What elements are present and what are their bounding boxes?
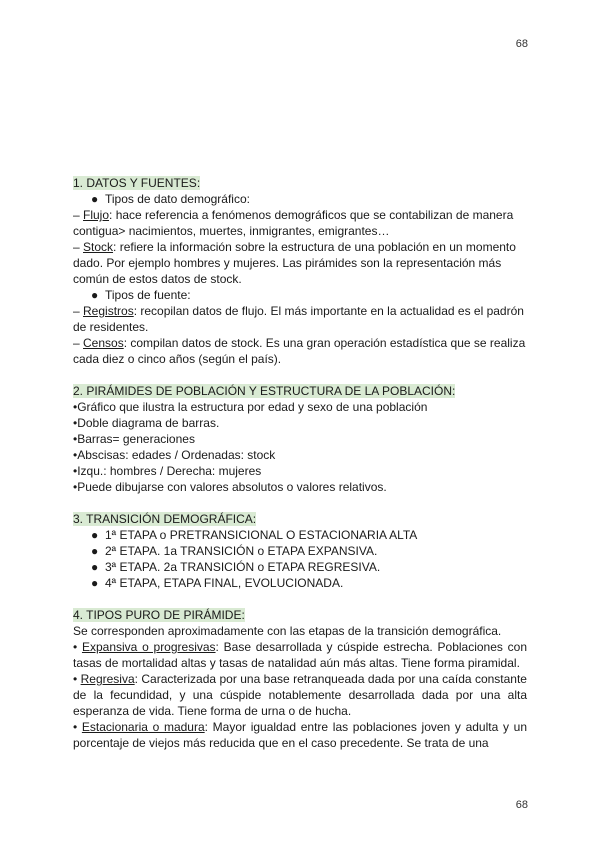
paragraph-flujo [73, 207, 527, 239]
section-transicion [73, 511, 527, 591]
list-line: •Puede dibujarse con valores absolutos o valores relativos. [73, 480, 387, 494]
document-body [73, 175, 527, 767]
term-flujo: Flujo [83, 208, 110, 222]
definition-text: : compilan datos de stock. Es una gran operación estadística que se realiza cada diez o cinco años (según el país). [73, 336, 526, 366]
list-line: •Doble diagrama de barras. [73, 416, 220, 430]
page-number-bottom: 68 [515, 799, 528, 811]
definition-text: : hace referencia a fenómenos demográficos que se contabilizan de manera contigua> nacimientos, muertes, inmigrantes, emigrantes… [73, 208, 514, 238]
bullet-dot-icon: ● [91, 528, 99, 542]
section-tipos-piramide [73, 607, 527, 751]
bullet-prefix: • [73, 672, 81, 686]
intro-paragraph: Se corresponden aproximadamente con las etapas de la transición demográfica. [73, 624, 502, 638]
bullet-item [73, 287, 527, 303]
bullet-item [73, 191, 527, 207]
list-line: •Izqu.: hombres / Derecha: mujeres [73, 464, 262, 478]
bullet-text: Tipos de dato demográfico: [105, 192, 250, 206]
bullet-dot-icon: ● [91, 544, 99, 558]
bullet-dot-icon: ● [91, 192, 99, 206]
paragraph-estacionaria [73, 719, 527, 751]
section-heading [73, 383, 527, 399]
definition-text: : Base desarrollada y cúspide estrecha. Poblaciones con tasas de mortalidad altas y tasas de natalidad aún más altas. Tiene forma piramidal. [73, 640, 528, 670]
bullet-dot-icon: ● [91, 576, 99, 590]
dash-prefix: – [73, 240, 84, 254]
highlighted-heading: 2. PIRÁMIDES DE POBLACIÓN Y ESTRUCTURA DE LA POBLACIÓN: [73, 384, 456, 398]
paragraph-expansiva [73, 639, 527, 671]
term-expansiva: Expansiva o progresivas [81, 640, 216, 654]
bullet-text: 1ª ETAPA o PRETRANSICIONAL O ESTACIONARIA ALTA [105, 528, 418, 542]
definition-text: : refiere la información sobre la estructura de una población en un momento dado. Por ejemplo hombres y mujeres. Las pirámides son la representación más común de estos datos de stock. [73, 240, 516, 286]
bullet-item [73, 575, 527, 591]
highlighted-heading: 4. TIPOS PURO DE PIRÁMIDE: [73, 608, 245, 622]
bullet-item [73, 559, 527, 575]
highlighted-heading: 3. TRANSICIÓN DEMOGRÁFICA: [73, 512, 257, 526]
dash-prefix: – [73, 208, 84, 222]
paragraph-registros [73, 303, 527, 335]
section-heading [73, 607, 527, 623]
bullet-text: 3ª ETAPA. 2a TRANSICIÓN o ETAPA REGRESIVA. [105, 560, 381, 574]
definition-text: : recopilan datos de flujo. El más importante en la actualidad es el padrón de residentes. [73, 304, 524, 334]
term-registros: Registros [83, 304, 134, 318]
definition-text: : Mayor igualdad entre las poblaciones joven y adulta y un porcentaje de viejos más reducida que en el caso precedente. Se trata de una [73, 720, 527, 750]
bullet-prefix: • [73, 640, 82, 654]
term-regresiva: Regresiva [80, 672, 135, 686]
bullet-dot-icon: ● [91, 288, 99, 302]
list-line: •Abscisas: edades / Ordenadas: stock [73, 448, 276, 462]
bullet-dot-icon: ● [91, 560, 99, 574]
term-censos: Censos [83, 336, 124, 350]
list-line: •Gráfico que ilustra la estructura por edad y sexo de una población [73, 400, 428, 414]
dash-prefix: – [73, 304, 84, 318]
bullet-item [73, 543, 527, 559]
term-estacionaria: Estacionaria o madura [81, 720, 205, 734]
page-number-top: 68 [515, 38, 528, 50]
bullet-item [73, 527, 527, 543]
section-heading [73, 511, 527, 527]
section-heading [73, 175, 527, 191]
section-piramides [73, 383, 527, 495]
paragraph-stock [73, 239, 527, 287]
bullet-prefix: • [73, 720, 82, 734]
paragraph-censos [73, 335, 527, 367]
definition-text: : Caracterizada por una base retranqueada dada por una caída constante de la fecundidad, y una cúspide notablemente desarrollada dada por una alta esperanza de vida. Tiene forma de urna o de hucha. [73, 672, 527, 718]
list-line: •Barras= generaciones [73, 432, 195, 446]
term-stock: Stock [83, 240, 114, 254]
bullet-text: 2ª ETAPA. 1a TRANSICIÓN o ETAPA EXPANSIVA. [105, 544, 378, 558]
paragraph-regresiva [73, 671, 527, 719]
highlighted-heading: 1. DATOS Y FUENTES: [73, 176, 201, 190]
bullet-text: Tipos de fuente: [105, 288, 191, 302]
bullet-text: 4ª ETAPA, ETAPA FINAL, EVOLUCIONADA. [105, 576, 344, 590]
dash-prefix: – [73, 336, 84, 350]
section-datos-fuentes [73, 175, 527, 367]
